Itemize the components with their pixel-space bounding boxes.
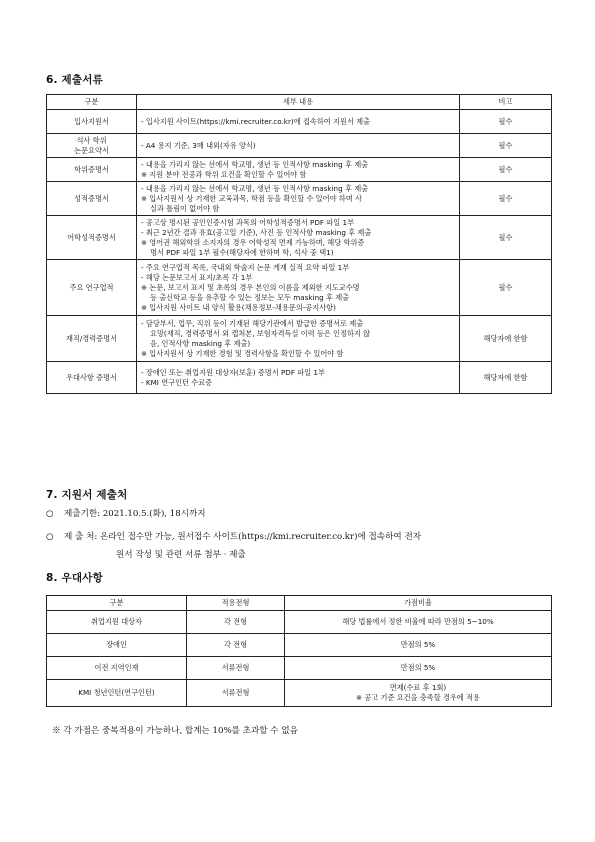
preference-category: 이전 지역인재 (47, 657, 187, 680)
document-details (137, 158, 460, 182)
deadline-line (46, 507, 206, 519)
document-name: 입사지원서 (47, 110, 137, 134)
header-remarks: 비고 (460, 95, 552, 110)
section-7-title: 7. 지원서 제출처 (46, 489, 128, 501)
preference-stage: 서류전형 (187, 657, 285, 680)
table-row (47, 260, 552, 316)
header-stage: 적용전형 (187, 596, 285, 611)
table-row (47, 657, 552, 680)
detail-line: - 최근 2년간 결과 유효(공고일 기준), 사진 등 인적사항 masking 후 제출 (141, 227, 372, 237)
document-name: 주요 연구업적 (47, 260, 137, 316)
document-details (137, 216, 460, 260)
document-remark: 필수 (460, 134, 552, 158)
preference-rate: 해당 법률에서 정한 비율에 따라 만점의 5~10% (285, 611, 552, 634)
document-remark: 필수 (460, 110, 552, 134)
deadline-text: 제출기한: 2021.10.5.(화), 18시까지 (64, 509, 206, 519)
document-details (137, 362, 460, 394)
document-details (137, 134, 460, 158)
preference-category: 취업지원 대상자 (47, 611, 187, 634)
preference-rate: 만점의 5% (285, 657, 552, 680)
preference-category: 장애인 (47, 634, 187, 657)
preferences-table-header (47, 596, 552, 611)
preferences-table (46, 595, 552, 707)
preference-category: KMI 청년인턴(연구인턴) (47, 680, 187, 707)
detail-line: - 공고상 명시된 공인인증시험 과목의 어학성적증명서 PDF 파일 1부 (141, 217, 355, 227)
preference-stage: 각 전형 (187, 611, 285, 634)
detail-line: - 내용을 가리지 않는 선에서 학교명, 생년 등 인적사항 masking 후 제출 (141, 183, 369, 193)
detail-line: - 주요 연구업적 목록, 국내외 학술지 논문 게재 실적 요약 파일 1부 (141, 262, 350, 272)
document-details (137, 182, 460, 216)
bullet-circle: ○ (46, 532, 54, 542)
document-name: 성적증명서 (47, 182, 137, 216)
table-row (47, 362, 552, 394)
document-remark: 필수 (460, 158, 552, 182)
documents-table (46, 94, 552, 394)
detail-line: 요망(재직, 경력증명서 외 캡쳐본, 보험자격득실 이력 등은 인정하지 않 (150, 328, 371, 338)
submission-place-line (46, 530, 421, 542)
detail-line: 명서 PDF 파일 1부 필수(해당자에 한하며 학, 석사 중 택1) (150, 247, 334, 257)
document-remark: 해당자에 한함 (460, 316, 552, 362)
detail-line: ※ 논문, 보고서 표지 및 초록의 경우 본인의 이름을 제외한 지도교수명 (141, 282, 360, 292)
detail-line: - 장애인 또는 취업지원 대상자(보훈) 증명서 PDF 파일 1부 (141, 367, 325, 377)
document-name: 학위증명서 (47, 158, 137, 182)
submission-place-text-2: 원서 작성 및 관련 서류 첨부 · 제출 (116, 550, 246, 560)
document-name: 우대사항 증명서 (47, 362, 137, 394)
header-category: 구분 (47, 596, 187, 611)
document-name: 어학성적증명서 (47, 216, 137, 260)
header-rate: 가점비율 (285, 596, 552, 611)
section-6-title: 6. 제출서류 (46, 74, 103, 86)
table-row (47, 216, 552, 260)
bullet-circle: ○ (46, 509, 54, 519)
detail-line: 등 출신학교 등을 유추할 수 있는 정보는 모두 masking 후 제출 (150, 292, 350, 302)
detail-line: 음, 인적사항 masking 후 제출) (150, 338, 251, 348)
document-name: 석사 학위 논문요약서 (47, 134, 137, 158)
detail-line: - 담당부서, 업무, 직위 등이 기재된 해당기관에서 발급한 증명서로 제출 (141, 318, 364, 328)
preference-rate-text: 면제(수료 후 1회) (389, 683, 447, 692)
detail-line: ※ 입사지원 사이트 내 양식 활용(채용정보-채용문의-공지사항) (141, 302, 336, 312)
detail-line: - 해당 논문보고서 표지/초록 각 1부 (141, 272, 253, 282)
preference-rate (285, 680, 552, 707)
header-details: 세부 내용 (137, 95, 460, 110)
document-name: 재직/경력증명서 (47, 316, 137, 362)
document-remark: 필수 (460, 216, 552, 260)
table-row (47, 611, 552, 634)
documents-table-header (47, 95, 552, 110)
detail-line: ※ 지원 분야 전공과 학위 요건을 확인할 수 있어야 함 (141, 169, 307, 179)
header-category: 구분 (47, 95, 137, 110)
submission-place-text: 제 출 처: 온라인 접수만 가능, 원서접수 사이트(https://kmi.recruiter.co.kr)에 접속하여 전자 (64, 532, 422, 542)
table-row (47, 134, 552, 158)
detail-line: - A4 용지 기준, 3매 내외(자유 양식) (141, 140, 256, 150)
table-row (47, 680, 552, 707)
table-row (47, 158, 552, 182)
document-remark: 필수 (460, 260, 552, 316)
detail-line: ※ 영어권 해외학위 소지자의 경우 어학성적 면제 가능하며, 해당 학위증 (141, 237, 365, 247)
document-details (137, 260, 460, 316)
table-row (47, 634, 552, 657)
document-details (137, 316, 460, 362)
document-details (137, 110, 460, 134)
section-8-title: 8. 우대사항 (46, 572, 103, 584)
detail-line: ※ 입사지원서 상 기재한 교육과목, 학점 등을 확인할 수 있어야 하며 사 (141, 193, 362, 203)
detail-line: - 내용을 가리지 않는 선에서 학교명, 생년 등 인적사항 masking 후 제출 (141, 159, 369, 169)
preference-rate-note: ※ 공고 기준 요건을 충족할 경우에 적용 (356, 693, 480, 702)
table-row (47, 110, 552, 134)
preference-stage: 서류전형 (187, 680, 285, 707)
detail-line: - 입사지원 사이트(https://kmi.recruiter.co.kr)에 접속하여 지원서 제출 (141, 116, 370, 126)
table-row (47, 182, 552, 216)
detail-line: - KMI 연구인턴 수료증 (141, 377, 213, 387)
detail-line: 실과 틀림이 없어야 함 (150, 203, 220, 213)
preference-rate: 만점의 5% (285, 634, 552, 657)
detail-line: ※ 입사지원서 상 기재한 경험 및 경력사항을 확인할 수 있어야 함 (141, 348, 344, 358)
document-remark: 해당자에 한함 (460, 362, 552, 394)
table-row (47, 316, 552, 362)
document-remark: 필수 (460, 182, 552, 216)
preference-stage: 각 전형 (187, 634, 285, 657)
preferences-note: ※ 각 가점은 중복적용이 가능하나, 합계는 10%를 초과할 수 없음 (52, 726, 298, 736)
